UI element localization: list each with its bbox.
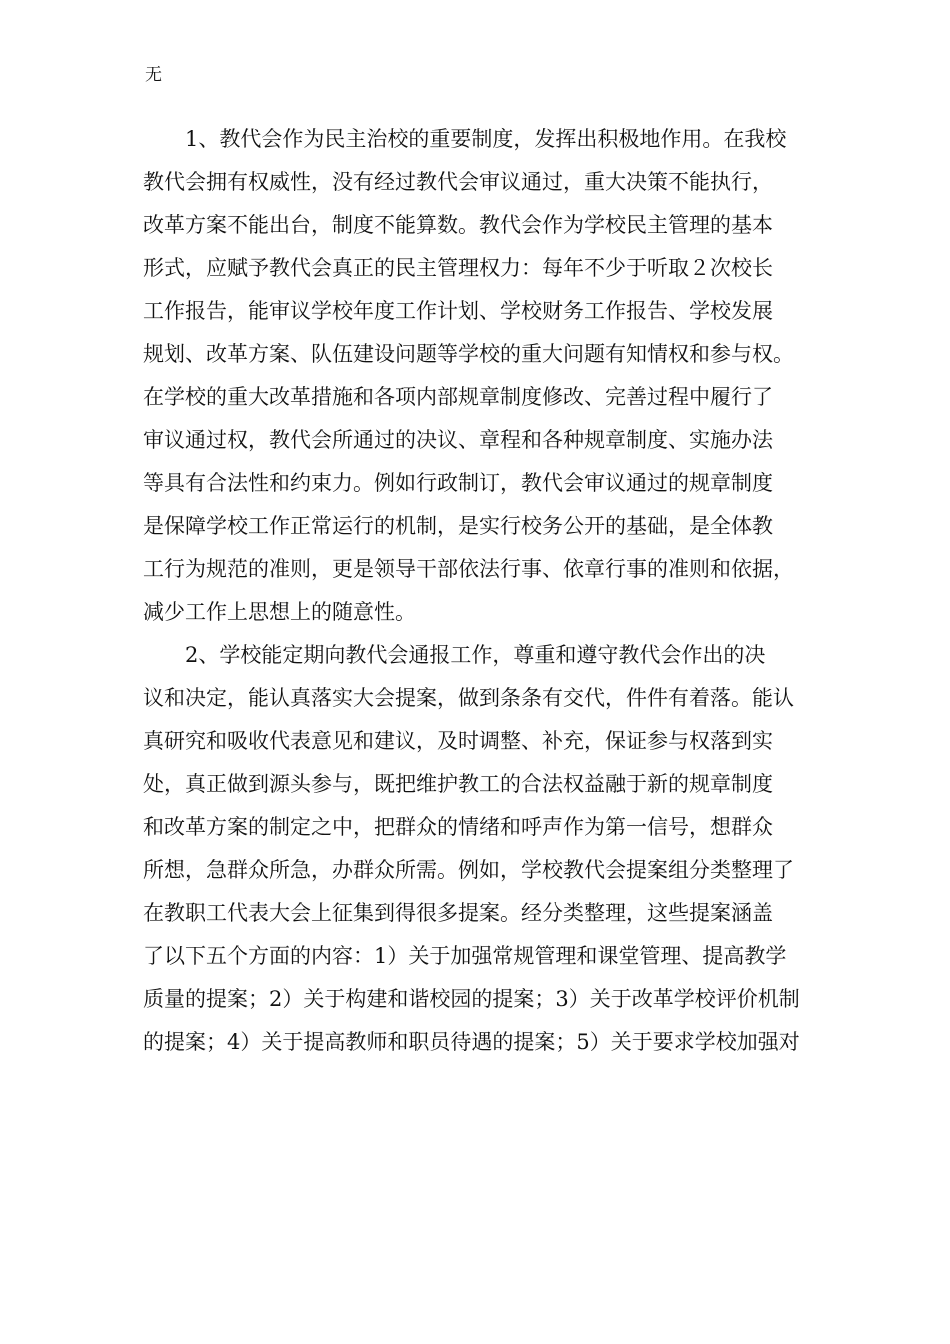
text-line: 2、学校能定期向教代会通报工作，尊重和遵守教代会作出的决 [185,643,766,667]
text-line: 改革方案不能出台，制度不能算数。教代会作为学校民主管理的基本 [143,213,773,237]
document-body [143,118,813,1064]
text-line: 议和决定，能认真落实大会提案，做到条条有交代，件件有着落。能认 [143,686,794,710]
text-line: 形式，应赋予教代会真正的民主管理权力：每年不少于听取２次校长 [143,256,773,280]
text-line: 工作报告，能审议学校年度工作计划、学校财务工作报告、学校发展 [143,299,773,323]
text-line: 1、教代会作为民主治校的重要制度，发挥出积极地作用。在我校 [185,127,787,151]
text-line: 在学校的重大改革措施和各项内部规章制度修改、完善过程中履行了 [143,385,773,409]
text-line: 减少工作上思想上的随意性。 [143,600,416,624]
text-line: 所想，急群众所急，办群众所需。例如，学校教代会提案组分类整理了 [143,858,794,882]
text-line: 是保障学校工作正常运行的机制，是实行校务公开的基础，是全体教 [143,514,773,538]
text-line: 在教职工代表大会上征集到得很多提案。经分类整理，这些提案涵盖 [143,901,773,925]
page-header: 无 [145,65,162,85]
text-line: 审议通过权，教代会所通过的决议、章程和各种规章制度、实施办法 [143,428,773,452]
text-line: 真研究和吸收代表意见和建议，及时调整、补充，保证参与权落到实 [143,729,773,753]
paragraph-1 [143,118,813,634]
text-line: 规划、改革方案、队伍建设问题等学校的重大问题有知情权和参与权。 [143,342,794,366]
text-line: 工行为规范的准则，更是领导干部依法行事、依章行事的准则和依据， [143,557,794,581]
text-line: 教代会拥有权威性，没有经过教代会审议通过，重大决策不能执行， [143,170,773,194]
text-line: 的提案；4）关于提高教师和职员待遇的提案；5）关于要求学校加强对 [143,1030,800,1054]
text-line: 质量的提案；2）关于构建和谐校园的提案；3）关于改革学校评价机制 [143,987,800,1011]
text-line: 和改革方案的制定之中，把群众的情绪和呼声作为第一信号，想群众 [143,815,773,839]
text-line: 等具有合法性和约束力。例如行政制订，教代会审议通过的规章制度 [143,471,773,495]
text-line: 处，真正做到源头参与，既把维护教工的合法权益融于新的规章制度 [143,772,773,796]
text-line: 了以下五个方面的内容：1）关于加强常规管理和课堂管理、提高教学 [143,944,787,968]
paragraph-2 [143,634,813,1064]
